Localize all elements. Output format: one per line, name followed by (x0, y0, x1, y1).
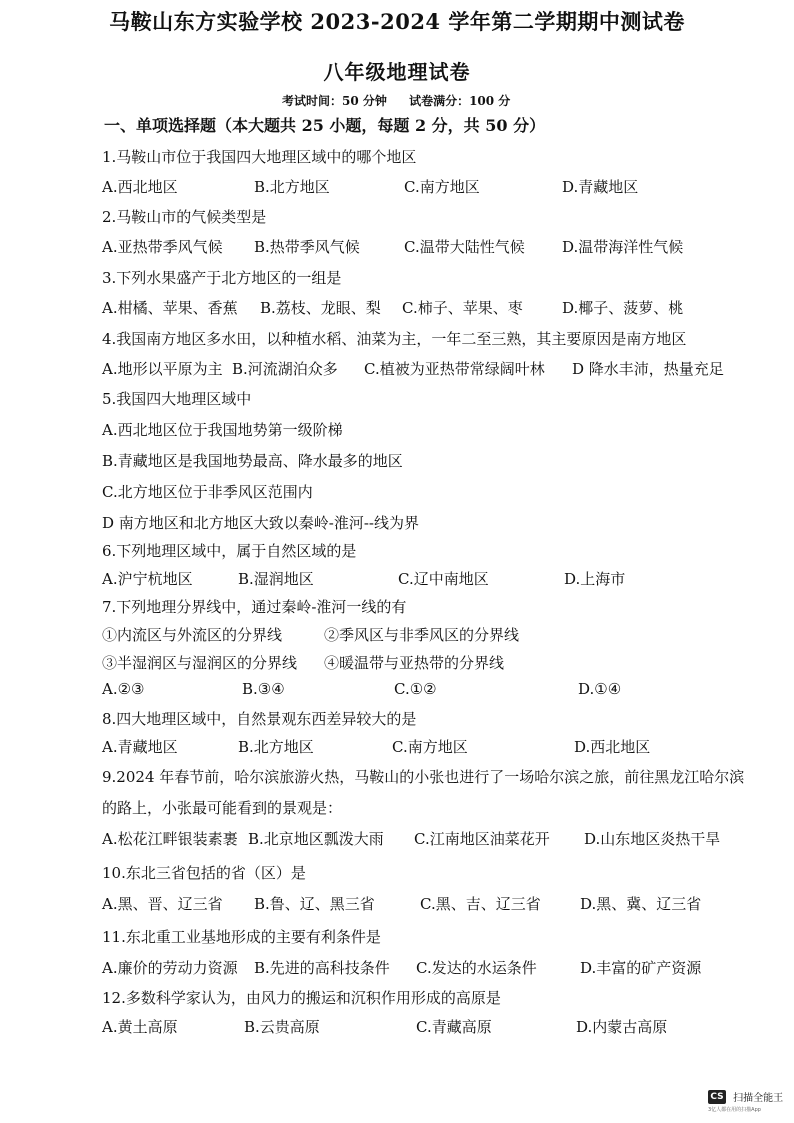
full-score: 试卷满分：100 分 (409, 94, 511, 108)
option: D.椰子、菠萝、桃 (562, 299, 684, 317)
option: A.黑、晋、辽三省 (102, 895, 223, 913)
option: D.上海市 (564, 570, 626, 588)
statement: ①内流区与外流区的分界线 (102, 626, 283, 644)
option: B.热带季风气候 (254, 238, 360, 256)
question-stem: 10.东北三省包括的省（区）是 (102, 864, 306, 882)
option: C.南方地区 (392, 738, 468, 756)
option: A.亚热带季风气候 (102, 238, 223, 256)
option: D.丰富的矿产资源 (580, 959, 702, 977)
scanner-tagline: 3亿人都在用的扫描App (708, 1107, 761, 1113)
option: A.柑橘、苹果、香蕉 (102, 299, 238, 317)
question-stem: 12.多数科学家认为，由风力的搬运和沉积作用形成的高原是 (102, 989, 501, 1007)
camscanner-logo-icon: CS (708, 1090, 726, 1104)
question-stem: 4.我国南方地区多水田，以种植水稻、油菜为主，一年二至三熟，其主要原因是南方地区 (102, 330, 687, 348)
exam-time: 考试时间：50 分钟 (282, 94, 387, 108)
option-line: C.北方地区位于非季风区范围内 (102, 483, 313, 501)
option: B.北方地区 (254, 178, 330, 196)
option: B.云贵高原 (244, 1018, 320, 1036)
section-heading: 一、单项选择题（本大题共 25 小题，每题 2 分，共 50 分） (104, 116, 546, 135)
statement: ②季风区与非季风区的分界线 (324, 626, 520, 644)
page-title: 马鞍山东方实验学校 2023-2024 学年第二学期期中测试卷 (109, 9, 685, 34)
option: B.河流湖泊众多 (232, 360, 338, 378)
option: A.松花江畔银装素裹 (102, 830, 238, 848)
option: C.发达的水运条件 (416, 959, 537, 977)
option: C.①② (394, 680, 437, 698)
option: B.荔枝、龙眼、梨 (260, 299, 381, 317)
scanner-watermark (708, 1086, 783, 1113)
scanner-app-name: 扫描全能王 (733, 1093, 784, 1104)
option: C.黑、吉、辽三省 (420, 895, 541, 913)
option: B.先进的高科技条件 (254, 959, 390, 977)
option: C.植被为亚热带常绿阔叶林 (364, 360, 545, 378)
option: D.黑、冀、辽三省 (580, 895, 702, 913)
option: A.地形以平原为主 (102, 360, 223, 378)
statement: ④暖温带与亚热带的分界线 (324, 654, 505, 672)
option-line: D 南方地区和北方地区大致以秦岭-淮河--线为界 (102, 514, 420, 532)
question-stem: 5.我国四大地理区域中 (102, 390, 252, 408)
question-stem: 1.马鞍山市位于我国四大地理区域中的哪个地区 (102, 148, 417, 166)
option: C.辽中南地区 (398, 570, 489, 588)
question-stem: 11.东北重工业基地形成的主要有利条件是 (102, 928, 381, 946)
option-line: A.西北地区位于我国地势第一级阶梯 (102, 421, 343, 439)
option: B.鲁、辽、黑三省 (254, 895, 375, 913)
option: B.北方地区 (238, 738, 314, 756)
option: D.温带海洋性气候 (562, 238, 684, 256)
question-stem: 7.下列地理分界线中，通过秦岭-淮河一线的有 (102, 598, 407, 616)
option: A.西北地区 (102, 178, 178, 196)
option: D.①④ (578, 680, 622, 698)
option: D 降水丰沛，热量充足 (572, 360, 724, 378)
option: A.②③ (102, 680, 145, 698)
question-stem: 2.马鞍山市的气候类型是 (102, 208, 267, 226)
option: D.青藏地区 (562, 178, 639, 196)
question-stem: 3.下列水果盛产于北方地区的一组是 (102, 269, 342, 287)
option: B.③④ (242, 680, 285, 698)
option: C.温带大陆性气候 (404, 238, 525, 256)
page-subtitle: 八年级地理试卷 (323, 60, 471, 84)
option: B.北京地区瓢泼大雨 (248, 830, 384, 848)
question-stem: 8.四大地理区域中，自然景观东西差异较大的是 (102, 710, 417, 728)
option: A.廉价的劳动力资源 (102, 959, 238, 977)
exam-info (282, 92, 528, 109)
statement: ③半湿润区与湿润区的分界线 (102, 654, 298, 672)
question-stem: 9.2024 年春节前，哈尔滨旅游火热，马鞍山的小张也进行了一场哈尔滨之旅，前往黑龙江哈尔滨 (102, 768, 745, 786)
option: B.湿润地区 (238, 570, 314, 588)
option: C.江南地区油菜花开 (414, 830, 550, 848)
option: C.柿子、苹果、枣 (402, 299, 523, 317)
option: C.南方地区 (404, 178, 480, 196)
option: D.山东地区炎热干旱 (584, 830, 721, 848)
question-stem-continued: 的路上，小张最可能看到的景观是： (102, 799, 343, 817)
option: A.黄土高原 (102, 1018, 178, 1036)
option: D.西北地区 (574, 738, 651, 756)
question-stem: 6.下列地理区域中，属于自然区域的是 (102, 542, 357, 560)
option: C.青藏高原 (416, 1018, 492, 1036)
option-line: B.青藏地区是我国地势最高、降水最多的地区 (102, 452, 403, 470)
option: A.青藏地区 (102, 738, 178, 756)
option: A.沪宁杭地区 (102, 570, 193, 588)
option: D.内蒙古高原 (576, 1018, 668, 1036)
